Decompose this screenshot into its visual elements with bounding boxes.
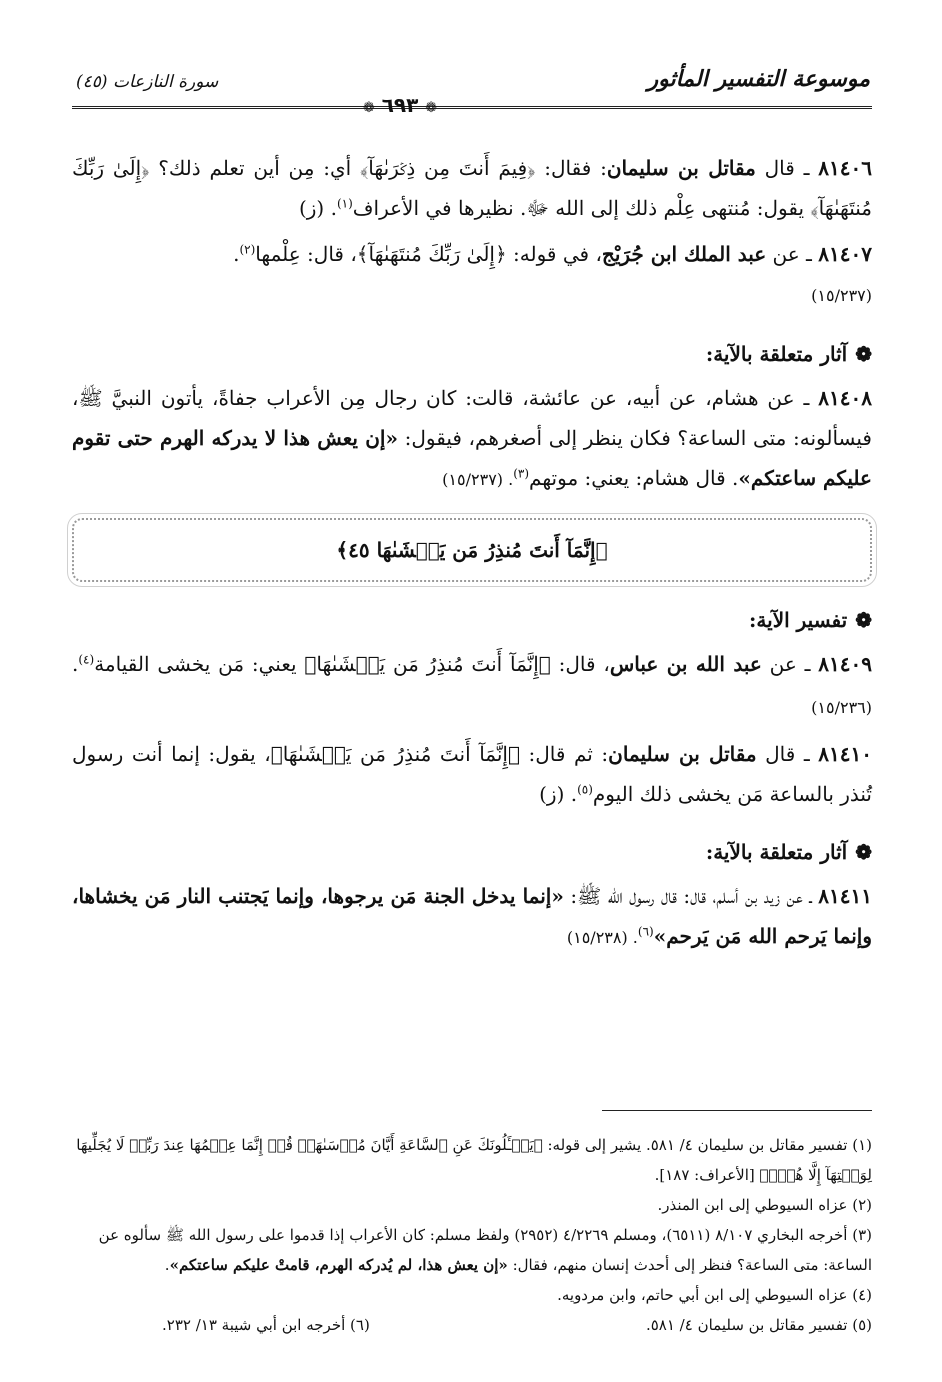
footnote-marker: (٥) (577, 782, 593, 797)
section-heading-related-narrations: ❁آثار متعلقة بالآية: (72, 334, 872, 374)
flower-icon: ❁ (855, 342, 872, 366)
running-header (72, 62, 872, 109)
entry-81406: ٨١٤٠٦ ـ قال مقاتل بن سليمان: فقال: ﴿فِيمَ أَنتَ مِن ذِكۡرَىٰهَآ﴾ أي: مِن أين تعلم ذلك؟ ﴿إِلَىٰ رَبِّكَ مُنتَهَىٰهَآ﴾ يقول: مُنتهى عِلْم ذلك إلى الله ﷻ. نظيرها في الأعراف$^{(١)}$. (ز) (72, 156, 872, 220)
volume-reference: (١٥/٢٣٧) (811, 286, 872, 305)
footnotes (72, 1130, 872, 1340)
entry-number: ٨١٤٠٦ (818, 156, 872, 180)
volume-reference: . (١٥/٢٣٨) (566, 928, 638, 947)
hadith-quote: «إنما يدخل الجنة مَن يرجوها، وإنما يَجتنب النار مَن يخشاها، وإنما يَرحم الله مَن يَرحم» (72, 884, 872, 948)
ornament-icon: ❁ (425, 100, 438, 116)
ornament-icon: ❁ (362, 100, 375, 116)
flower-icon: ❁ (855, 608, 872, 632)
footnote-marker: (٣) (513, 466, 530, 481)
section-heading-tafsir: ❁تفسير الآية: (72, 600, 872, 640)
footnote-marker: (٢) (239, 242, 256, 257)
footnote-1: (١) تفسير مقاتل بن سليمان ٤/ ٥٨١. يشير إلى قوله: ﴿يَسۡـَٔلُونَكَ عَنِ ٱلسَّاعَةِ أَيَّانَ مُرۡسَىٰهَاۖ قُلۡ إِنَّمَا عِلۡمُهَا عِندَ رَبِّيۖ لَا يُجَلِّيهَا لِوَقۡتِهَآ إِلَّا هُوَۚ﴾ [الأعراف: ١٨٧]. (76, 1136, 872, 1184)
entry-81407: ٨١٤٠٧ ـ عن عبد الملك ابن جُرَيْج، في قوله: ﴿إِلَىٰ رَبِّكَ مُنتَهَىٰهَآ﴾، قال: عِلْمها$^{(٢)}$. (١٥/٢٣٧) (233, 242, 872, 305)
narrator-name: عبد الله بن عباس (609, 652, 762, 676)
footnote-marker: (٤) (78, 652, 95, 667)
narrator-name: مقاتل بن سليمان (606, 156, 756, 180)
entry-number: ٨١٤٠٩ (818, 652, 873, 676)
entry-81410: ٨١٤١٠ ـ قال مقاتل بن سليمان: ثم قال: ﴿إِنَّمَآ أَنتَ مُنذِرُ مَن يَخۡشَىٰهَا﴾، يقول: إنما أنت رسول تُنذر بالساعة مَن يخشى ذلك اليوم$^{(٥)}$. (ز) (72, 742, 872, 806)
footnote-separator (602, 1110, 872, 1111)
section-heading-related-narrations-2: ❁آثار متعلقة بالآية: (72, 832, 872, 872)
ayah-frame (72, 518, 872, 582)
hadith-quote: «إن يعش هذا لا يدركه الهرم حتى تقوم عليكم ساعتكم» (72, 426, 872, 490)
page-number (340, 93, 460, 117)
footnote-3: (٣) أخرجه البخاري ٨/١٠٧ (٦٥١١)، ومسلم ٤/٢٢٦٩ (٢٩٥٢) ولفظ مسلم: كان الأعراب إذا قدموا على رسول الله ﷺ سألوه عن الساعة: متى الساعة؟ فنظر إلى أحدث إنسان منهم، فقال: «إن يعش هذا، لم يُدركه الهرم، قامتْ عليكم ساعتكم». (98, 1226, 872, 1274)
footnote-row-5-6 (72, 1310, 872, 1340)
entry-number: ٨١٤١١ (818, 884, 872, 908)
entry-number: ٨١٤٠٧ (818, 242, 872, 266)
main-text (72, 148, 872, 964)
footnote-4: (٤) عزاه السيوطي إلى ابن أبي حاتم، وابن مردويه. (557, 1286, 872, 1304)
volume-reference: (١٥/٢٣٦) (811, 698, 872, 717)
narrator-name: مقاتل بن سليمان (608, 742, 757, 766)
book-title: موسوعة التفسير المأثور (647, 66, 870, 92)
entry-81411: ٨١٤١١ ـ عن زيد بن أسلم، قال: قال رسول الله ﷺ: «إنما يدخل الجنة مَن يرجوها، وإنما يَجتنب النار مَن يخشاها، وإنما يَرحم الله مَن يَرحم»$^{(٦)}$. (١٥/٢٣٨) (72, 884, 872, 948)
entry-81408: ٨١٤٠٨ ـ عن هشام، عن أبيه، عن عائشة، قالت: كان رجال مِن الأعراب جفاةً، يأتون النبيَّ ﷺ، فيسألونه: متى الساعة؟ فكان ينظر إلى أصغرهم، فيقول: «إن يعش هذا لا يدركه الهرم حتى تقوم عليكم ساعتكم». قال هشام: يعني: موتهم$^{(٣)}$. (١٥/٢٣٧) (72, 386, 872, 490)
footnote-5: (٥) تفسير مقاتل بن سليمان ٤/ ٥٨١. (645, 1316, 872, 1334)
footnote-marker: (٦) (637, 924, 654, 939)
page (72, 62, 872, 109)
narrator-name: عبد الملك ابن جُرَيْج (601, 242, 767, 266)
surah-title: سورة النازعات (٤٥) (76, 72, 219, 92)
footnote-2: (٢) عزاه السيوطي إلى ابن المنذر. (657, 1196, 872, 1214)
footnote-marker: (١) (336, 196, 353, 211)
volume-reference: . (١٥/٢٣٧) (442, 470, 514, 489)
hadith-quote: «إن يعش هذا، لم يُدركه الهرم، قامتْ عليكم ساعتكم» (169, 1256, 508, 1274)
footnote-6: (٦) أخرجه ابن أبي شيبة ١٣/ ٢٣٢. (162, 1316, 370, 1334)
ayah-text: ﴿إِنَّمَآ أَنتَ مُنذِرُ مَن يَخۡشَىٰهَا ٤٥﴾ (336, 538, 608, 562)
entry-number: ٨١٤١٠ (818, 742, 872, 766)
entry-number: ٨١٤٠٨ (818, 386, 872, 410)
entry-81409: ٨١٤٠٩ ـ عن عبد الله بن عباس، قال: ﴿إِنَّمَآ أَنتَ مُنذِرُ مَن يَخۡشَىٰهَا﴾ يعني: مَن يخشى القيامة$^{(٤)}$. (١٥/٢٣٦) (72, 652, 873, 717)
page-number-value: ٦٩٣ (381, 93, 419, 117)
flower-icon: ❁ (855, 840, 872, 864)
